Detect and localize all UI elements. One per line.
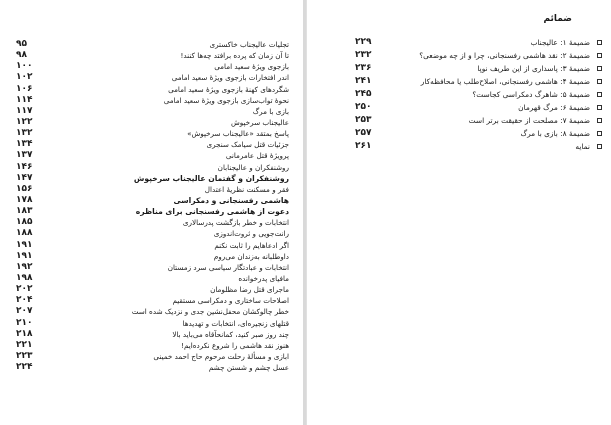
toc-entry-page: ۲۰۷ [16,306,33,317]
checkbox-icon [597,144,602,149]
toc-entry [12,173,293,184]
toc-entry [12,95,293,106]
toc-entry-page: ۲۵۰ [355,102,372,112]
toc-entry-title: دعوت از هاشمی رفسنجانی برای مناظره [135,207,289,217]
toc-entry-page: ۲۲۴ [16,362,33,373]
toc-entry [351,36,602,49]
toc-entry [12,240,293,251]
checkbox-icon [597,131,602,136]
toc-entry-page: ۲۴۵ [355,89,372,99]
toc-entry-page: ۱۸۵ [16,217,33,228]
toc-entry [351,101,602,114]
toc-entry-title: خطر چالوکشان محفل‌نشین جدی و نزدیک شده است [131,307,289,317]
toc-entry-title: ماجرای قتل رضا مظلومان [210,285,289,295]
checkbox-icon [597,105,602,110]
toc-entry-page: ۲۰۴ [16,295,33,306]
toc-entry-page: ۱۰۶ [16,83,33,94]
toc-entry-page: ۲۵۳ [355,115,372,125]
toc-entry-title: روشنفکران و عالیجنابان [217,162,289,172]
toc-entry-page: ۲۲۱ [16,339,33,350]
toc-entry-page: ۲۲۹ [355,37,372,47]
toc-entry-title: فقر و مسکنت نظریهٔ اعتدال [204,184,289,194]
toc-entry-title: بازجوی ویژهٔ سعید امامی [214,62,289,72]
toc-entry-title: ضمیمهٔ ۲: نقد هاشمی رفسنجانی، چرا و از چه موضعی؟ [419,51,590,60]
toc-entry-page: ۹۸ [16,50,27,61]
contents-list-left [12,39,293,373]
toc-entry-page: ۲۱۰ [16,317,33,328]
toc-entry-page: ۲۰۲ [16,284,33,295]
toc-entry-page: ۲۳۲ [355,50,372,60]
toc-entry-title: پاسخ بمتقد «عالیجناب سرخپوش» [187,129,289,139]
toc-entry [12,351,293,362]
toc-entry-page: ۱۳۲ [16,128,33,139]
toc-entry [12,362,293,373]
toc-entry [12,262,293,273]
toc-entry-page: ۱۰۲ [16,72,33,83]
toc-entry-title: ضمیمهٔ ۱: عالیجناب [530,38,590,47]
toc-entry-title: ضمیمهٔ ۴: هاشمی رفسنجانی، اصلاح‌طلب یا محافظه‌کار [420,77,590,86]
toc-entry-page: ۱۹۲ [16,261,33,272]
toc-entry-page: ۱۴۷ [16,172,33,183]
toc-entry-page: ۱۸۸ [16,228,33,239]
toc-entry-title: انتخابات و عبادتگار سیاسی سرد زمستان [167,262,289,272]
toc-entry [12,61,293,72]
toc-entry-title: اگر ادعاهایم را ثابت نکنم [214,240,289,250]
toc-entry-title: شگردهای کهنهٔ بازجوی ویژهٔ سعید امامی [168,84,289,94]
toc-entry [12,50,293,61]
toc-entry [12,84,293,95]
toc-entry-title: عالیجناب سرخپوش [231,117,289,127]
toc-entry [12,217,293,228]
right-page [306,0,611,425]
toc-entry-page: ۱۹۸ [16,272,33,283]
checkbox-icon [597,53,602,58]
toc-entry [351,49,602,62]
toc-entry-page: ۲۱۸ [16,328,33,339]
toc-entry-page: ۲۶۱ [355,141,372,151]
toc-entry-page: ۱۱۴ [16,94,33,105]
toc-entry-page: ۱۵۶ [16,183,33,194]
toc-entry-title: داوطلبانه به‌زندان می‌روم [213,251,289,261]
toc-entry-title: پرویژهٔ قتل عامرمانی [225,151,289,161]
toc-entry [351,88,602,101]
toc-entry [351,114,602,127]
toc-entry [12,184,293,195]
checkbox-icon [597,79,602,84]
left-page [0,0,304,425]
toc-entry [351,140,602,153]
toc-entry [12,318,293,329]
toc-entry [12,206,293,217]
toc-entry-title: هنوز نقد هاشمی را شروع نکرده‌ایم! [181,340,289,350]
toc-entry-page: ۱۸۳ [16,206,33,217]
checkbox-icon [597,92,602,97]
toc-entry-title: رانت‌جویی و ثروت‌اندوزی [213,229,289,239]
toc-entry [12,340,293,351]
toc-entry [12,117,293,128]
toc-entry-title: اندر افتخارات بازجوی ویژهٔ سعید امامی [171,73,289,83]
toc-entry [12,251,293,262]
toc-entry-title: ضمیمهٔ ۶: مرگ قهرمان [518,103,590,112]
checkbox-icon [597,40,602,45]
toc-entry-page: ۱۳۷ [16,150,33,161]
toc-entry [12,306,293,317]
toc-entry-page: ۱۰۰ [16,61,33,72]
toc-entry-page: ۲۵۷ [355,128,372,138]
toc-entry-page: ۱۹۱ [16,250,33,261]
toc-entry-title: تجلیات عالیجناب خاکستری [209,40,289,49]
toc-entry-page: ۹۵ [16,39,27,49]
toc-entry-page: ۲۲۳ [16,350,33,361]
toc-entry-title: نمایه [575,142,590,151]
toc-entry-title: چند روز صبر کنید، کمانحآقاه می‌باید بالا [172,329,289,339]
toc-entry-title: جزئیات قتل سیامک سنجری [206,140,289,150]
toc-entry [12,39,293,50]
appendices-heading: ضمائم [543,14,572,24]
toc-entry-page: ۲۳۶ [355,63,372,73]
contents-list-right [351,36,602,153]
toc-entry [12,284,293,295]
toc-entry-title: ضمیمهٔ ۷: مصلحت از حقیقت برتر است [468,116,590,125]
toc-entry [12,139,293,150]
toc-entry-page: ۱۲۲ [16,116,33,127]
toc-entry [12,329,293,340]
toc-entry-title: هاشمی رفسنجانی و دمکراسی [173,195,289,205]
toc-entry [12,273,293,284]
toc-entry-title: روشنفکران و گفتمان عالیجناب سرخپوش [133,173,289,183]
toc-entry-title: تا آن زمان که پرده برافتد چه‌ها کنند! [180,51,289,61]
toc-entry-title: ضمیمهٔ ۸: بازی با مرگ [520,129,590,138]
toc-entry [12,195,293,206]
toc-entry [12,106,293,117]
toc-entry-title: عسل چشم و شستن چشم [208,363,289,373]
toc-entry [12,162,293,173]
toc-entry-page: ۱۴۶ [16,161,33,172]
toc-entry-title: اصلاحات ساختاری و دمکراسی مستقیم [172,296,289,306]
toc-entry-title: ضمیمهٔ ۵: شاهرگ دمکراسی کجاست؟ [472,90,590,99]
toc-entry [12,228,293,239]
toc-entry [12,72,293,83]
toc-entry-title: قتلهای زنجیره‌ای، انتخابات و تهدیدها [182,318,289,328]
toc-entry [351,62,602,75]
toc-entry-title: بازی با مرگ [252,106,289,116]
toc-entry-title: نحوهٔ تواب‌سازی بازجوی ویژهٔ سعید امامی [163,95,289,105]
toc-entry-title: مافیای پدرخوانده [238,273,289,283]
toc-entry-page: ۱۷۸ [16,194,33,205]
toc-entry-page: ۲۴۱ [355,76,372,86]
toc-entry-title: ابازی و مسألهٔ رحلت مرحوم حاج احمد خمینی [153,351,289,361]
checkbox-icon [597,118,602,123]
toc-entry-page: ۱۳۴ [16,139,33,150]
toc-entry [351,127,602,140]
toc-entry-page: ۱۹۱ [16,239,33,250]
toc-entry-title: انتخابات و خطر بازگشت پدرسالاری [182,218,289,228]
toc-entry-title: ضمیمهٔ ۳: پاسداری از این طریف نوپا [477,64,590,73]
toc-entry [12,295,293,306]
toc-entry [12,150,293,161]
toc-entry [351,75,602,88]
toc-entry-page: ۱۱۷ [16,105,33,116]
checkbox-icon [597,66,602,71]
toc-entry [12,128,293,139]
